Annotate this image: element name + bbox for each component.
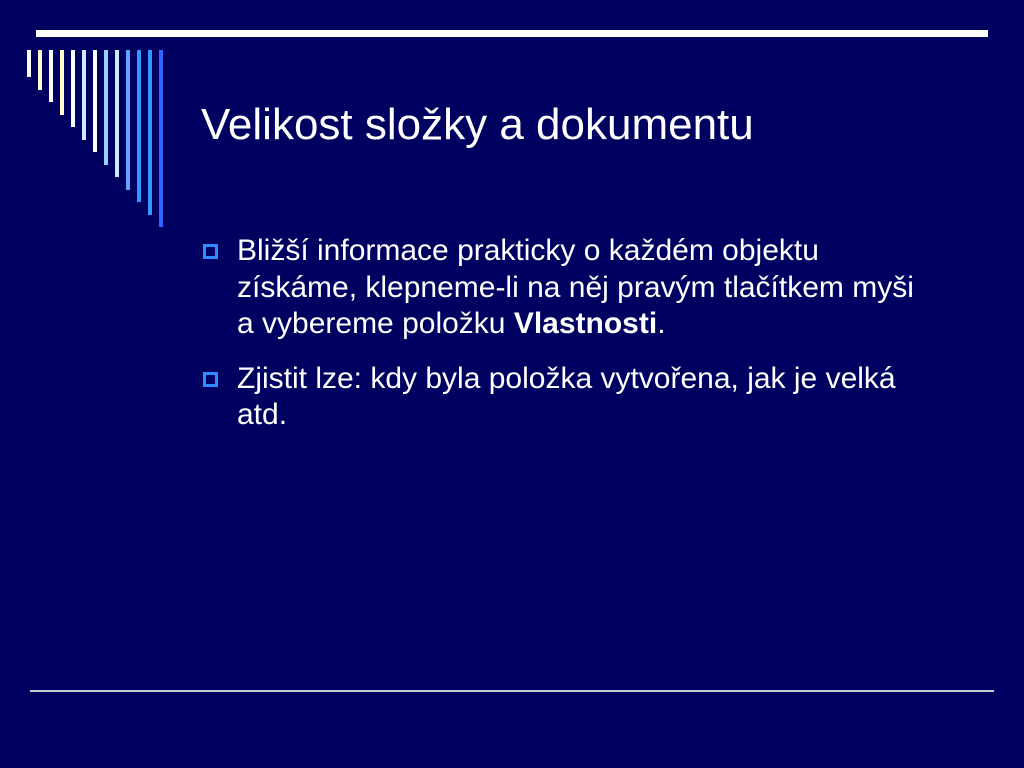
stripe [159, 50, 163, 227]
stripe [126, 50, 130, 190]
stripe [82, 50, 86, 140]
bullet-text [237, 234, 914, 340]
hollow-square-icon [203, 372, 218, 387]
top-rule [36, 30, 988, 37]
bullet-text [237, 362, 896, 432]
bullet-bold-text: Vlastnosti [513, 307, 658, 340]
bullet-item [200, 361, 920, 434]
hollow-square-icon [203, 244, 218, 259]
bullet-item [200, 233, 920, 343]
bullet-list [200, 233, 920, 452]
stripe [115, 50, 119, 177]
stripe [71, 50, 75, 127]
bullet-text-after: . [657, 307, 666, 340]
stripe [137, 50, 141, 202]
bullet-text-before: Bližší informace prakticky o každém objektu získáme, klepneme-li na něj pravým tlačítkem myši a vybereme položku [237, 234, 914, 340]
stripe [38, 50, 42, 90]
slide-title: Velikost složky a dokumentu [201, 100, 754, 149]
stripe [93, 50, 97, 152]
stripe [49, 50, 53, 102]
bullet-text-before: Zjistit lze: kdy byla položka vytvořena, jak je velká atd. [237, 361, 896, 431]
stripe [27, 50, 31, 77]
bottom-rule [30, 690, 994, 692]
stripe [148, 50, 152, 215]
stripe [104, 50, 108, 165]
stripe [60, 50, 64, 115]
